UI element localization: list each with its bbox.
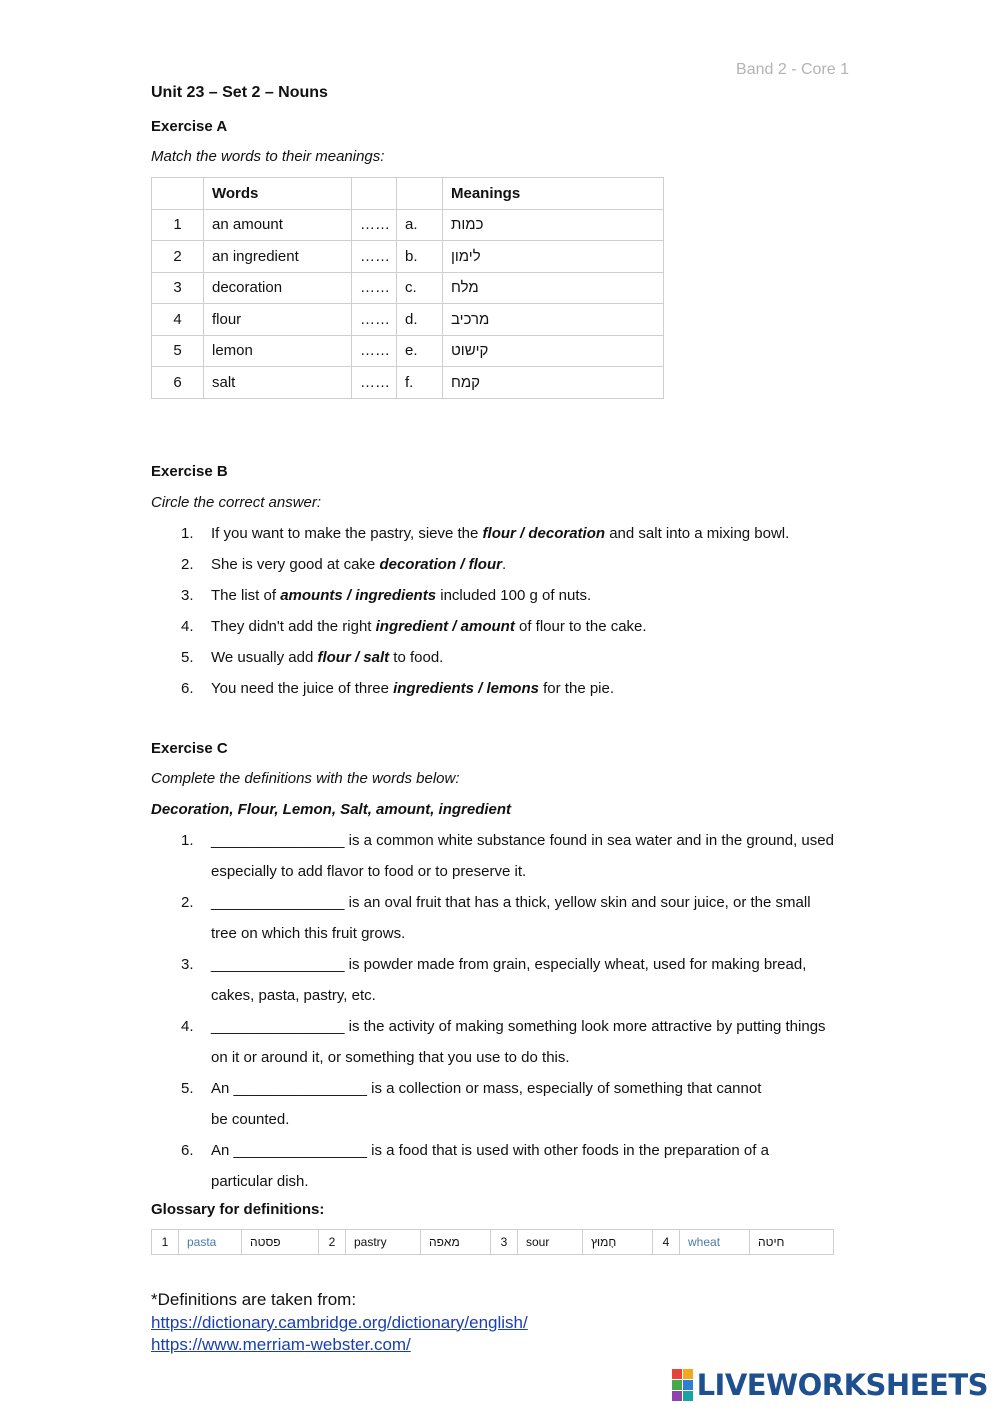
page-title: Unit 23 – Set 2 – Nouns (151, 84, 328, 101)
item-number: 1. (181, 525, 194, 542)
meaning-text: כמות (451, 216, 484, 234)
translation-text: פסטה (250, 1235, 281, 1249)
definition-line-2: cakes, pasta, pastry, etc. (211, 987, 376, 1004)
item-number: 6. (181, 1142, 194, 1159)
exercise-a-instruction: Match the words to their meanings: (151, 148, 385, 165)
word-cell: flour (204, 304, 352, 336)
definition-line-1[interactable]: An ________________ is a food that is used with other foods in the preparation of a (211, 1142, 769, 1159)
logo-square (672, 1380, 682, 1390)
glossary-number: 3 (491, 1230, 518, 1255)
item-number: 4. (181, 1018, 194, 1035)
cambridge-link[interactable]: https://dictionary.cambridge.org/dictionary/english/ (151, 1312, 528, 1332)
sentence-end: for the pie. (538, 680, 615, 697)
row-number: 6 (152, 367, 204, 399)
sentence-end: . (501, 556, 507, 573)
meaning-cell (443, 272, 664, 304)
answer-choice[interactable]: decoration / flour (379, 556, 502, 573)
table-row (152, 304, 664, 336)
definition-line-2: especially to add flavor to food or to preserve it. (211, 863, 527, 880)
meaning-letter: c. (397, 272, 443, 304)
sentence-start: We usually add (211, 649, 318, 666)
answer-blank[interactable]: …… (352, 209, 397, 241)
row-number: 5 (152, 335, 204, 367)
glossary-translation (583, 1230, 653, 1255)
item-number: 3. (181, 587, 194, 604)
sentence-end: included 100 g of nuts. (436, 587, 592, 604)
meanings-header: Meanings (443, 178, 664, 210)
meaning-letter: d. (397, 304, 443, 336)
list-item (151, 1135, 834, 1197)
sentence-start: You need the juice of three (211, 680, 394, 697)
list-item (151, 518, 789, 549)
definition-line-1[interactable]: ________________ is a common white substance found in sea water and in the ground, used (211, 832, 834, 849)
item-number: 3. (181, 956, 194, 973)
translation-text: חיטה (758, 1235, 785, 1249)
meaning-text: קמח (451, 373, 481, 391)
glossary-translation (750, 1230, 834, 1255)
sources-label: *Definitions are taken from: (151, 1290, 357, 1309)
glossary-number: 4 (653, 1230, 680, 1255)
answer-choice[interactable]: amounts / ingredients (280, 587, 437, 604)
sentence-start: The list of (211, 587, 281, 604)
meaning-letter: f. (397, 367, 443, 399)
exercise-b-instruction: Circle the correct answer: (151, 494, 322, 511)
glossary-heading: Glossary for definitions: (151, 1201, 325, 1218)
row-number: 4 (152, 304, 204, 336)
sentence-start: They didn't add the right (211, 618, 376, 635)
word-cell: decoration (204, 272, 352, 304)
meaning-text: מלח (451, 279, 479, 297)
words-header: Words (204, 178, 352, 210)
item-number: 6. (181, 680, 194, 697)
list-item (151, 580, 789, 611)
logo-square (683, 1369, 693, 1379)
meaning-text: מרכיב (451, 310, 490, 328)
answer-choice[interactable]: ingredient / amount (375, 618, 515, 635)
list-item (151, 949, 834, 1011)
meaning-cell (443, 304, 664, 336)
sentence-start: If you want to make the pastry, sieve the (211, 525, 483, 542)
word-bank: Decoration, Flour, Lemon, Salt, amount, ingredient (151, 801, 512, 818)
answer-blank[interactable]: …… (352, 241, 397, 273)
header-empty-cell (397, 178, 443, 210)
sentence-start: She is very good at cake (211, 556, 380, 573)
glossary-word: pasta (179, 1230, 242, 1255)
translation-text: מאפה (429, 1235, 460, 1249)
list-item (151, 673, 789, 704)
list-item (151, 1011, 834, 1073)
definition-line-1[interactable]: ________________ is the activity of making something look more attractive by putting things (211, 1018, 826, 1035)
answer-blank[interactable]: …… (352, 304, 397, 336)
logo-square (672, 1391, 682, 1401)
header-empty-cell (152, 178, 204, 210)
logo-square (672, 1369, 682, 1379)
list-item (151, 642, 789, 673)
exercise-a-heading: Exercise A (151, 118, 228, 135)
table-row (152, 335, 664, 367)
sentence-end: to food. (389, 649, 444, 666)
item-number: 4. (181, 618, 194, 635)
definition-line-2: tree on which this fruit grows. (211, 925, 406, 942)
answer-blank[interactable]: …… (352, 367, 397, 399)
list-item (151, 825, 834, 887)
word-cell: salt (204, 367, 352, 399)
liveworksheets-logo (672, 1368, 988, 1402)
table-row (152, 241, 664, 273)
word-cell: lemon (204, 335, 352, 367)
table-row (152, 209, 664, 241)
sources-block (151, 1289, 528, 1357)
row-number: 1 (152, 209, 204, 241)
logo-square (683, 1380, 693, 1390)
exercise-b-heading: Exercise B (151, 463, 228, 480)
exercise-c-heading: Exercise C (151, 740, 228, 757)
glossary-word: sour (518, 1230, 583, 1255)
item-number: 5. (181, 1080, 194, 1097)
table-row (152, 1230, 834, 1255)
logo-text: LIVEWORKSHEETS (696, 1368, 988, 1402)
list-item (151, 549, 789, 580)
meaning-letter: b. (397, 241, 443, 273)
meaning-text: קישוט (451, 342, 489, 360)
row-number: 2 (152, 241, 204, 273)
definition-line-1[interactable]: An ________________ is a collection or mass, especially of something that cannot (211, 1080, 762, 1097)
answer-choice[interactable]: flour / salt (317, 649, 390, 666)
glossary-word: pastry (346, 1230, 421, 1255)
definition-line-2: on it or around it, or something that you use to do this. (211, 1049, 570, 1066)
glossary-table (151, 1229, 834, 1255)
meaning-cell (443, 335, 664, 367)
sentence-end: of flour to the cake. (514, 618, 647, 635)
word-cell: an ingredient (204, 241, 352, 273)
list-item (151, 887, 834, 949)
meaning-cell (443, 241, 664, 273)
glossary-word: wheat (680, 1230, 750, 1255)
answer-choice[interactable]: flour / decoration (482, 525, 606, 542)
answer-blank[interactable]: …… (352, 272, 397, 304)
exercise-b-list (151, 518, 789, 704)
band-label: Band 2 - Core 1 (736, 61, 849, 78)
matching-table (151, 177, 664, 399)
logo-square (683, 1391, 693, 1401)
merriam-webster-link[interactable]: https://www.merriam-webster.com/ (151, 1335, 411, 1354)
meaning-cell (443, 367, 664, 399)
definition-line-2: particular dish. (211, 1173, 309, 1190)
definition-line-1[interactable]: ________________ is powder made from grain, especially wheat, used for making bread, (211, 956, 807, 973)
item-number: 1. (181, 832, 194, 849)
table-row (152, 367, 664, 399)
table-row (152, 272, 664, 304)
item-number: 5. (181, 649, 194, 666)
header-empty-cell (352, 178, 397, 210)
translation-text: חָמוּץ (591, 1235, 617, 1249)
answer-choice[interactable]: ingredients / lemons (393, 680, 539, 697)
meaning-letter: e. (397, 335, 443, 367)
meaning-text: לימון (451, 247, 481, 265)
word-cell: an amount (204, 209, 352, 241)
glossary-translation (421, 1230, 491, 1255)
logo-mark-icon (672, 1369, 693, 1401)
row-number: 3 (152, 272, 204, 304)
glossary-translation (242, 1230, 319, 1255)
definition-line-2: be counted. (211, 1111, 290, 1128)
list-item (151, 1073, 834, 1135)
item-number: 2. (181, 894, 194, 911)
item-number: 2. (181, 556, 194, 573)
answer-blank[interactable]: …… (352, 335, 397, 367)
glossary-number: 1 (152, 1230, 179, 1255)
glossary-number: 2 (319, 1230, 346, 1255)
list-item (151, 611, 789, 642)
definition-line-1[interactable]: ________________ is an oval fruit that has a thick, yellow skin and sour juice, or the small (211, 894, 811, 911)
meaning-cell (443, 209, 664, 241)
table-header-row (152, 178, 664, 210)
sentence-end: and salt into a mixing bowl. (605, 525, 790, 542)
exercise-c-list (151, 825, 834, 1197)
meaning-letter: a. (397, 209, 443, 241)
exercise-c-instruction: Complete the definitions with the words below: (151, 770, 460, 787)
